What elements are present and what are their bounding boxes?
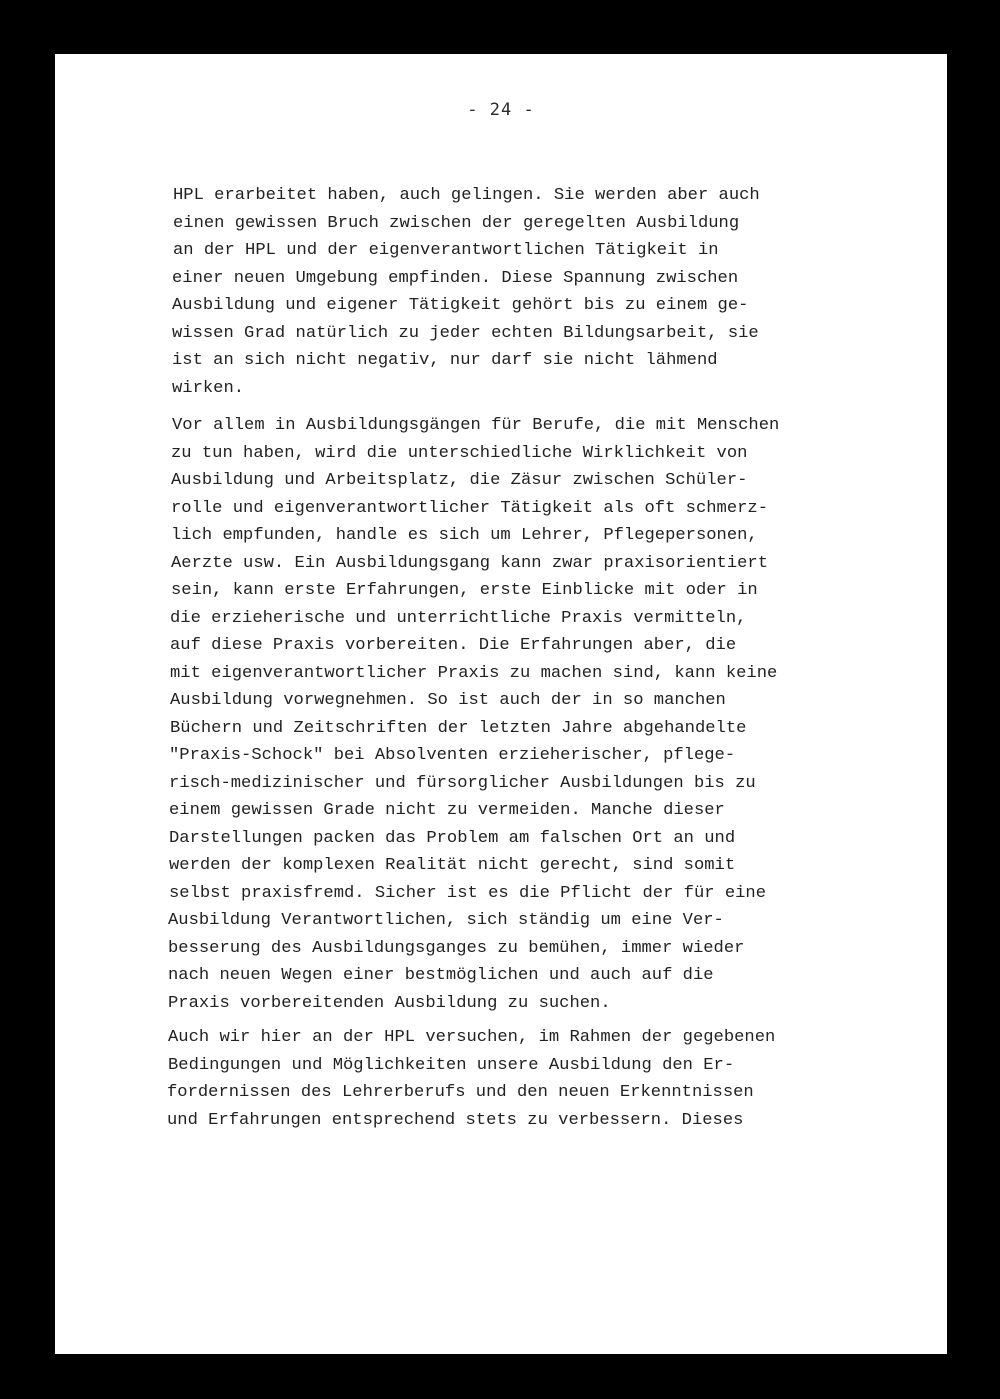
paragraph-1-line-4: einer neuen Umgebung empfinden. Diese Spannung zwischen <box>172 268 739 288</box>
paragraph-2-line-6: Aerzte usw. Ein Ausbildungsgang kann zwar praxisorientiert <box>170 553 768 573</box>
paragraph-1-line-8: wirken. <box>171 378 244 398</box>
paragraph-2-line-22: Praxis vorbereitenden Ausbildung zu suchen. <box>167 993 611 1013</box>
paragraph-2-line-18: selbst praxisfremd. Sicher ist es die Pflicht der für eine <box>168 883 766 903</box>
paragraph-2-line-1: Vor allem in Ausbildungsgängen für Berufe, die mit Menschen <box>171 416 779 435</box>
paragraph-2-line-2: zu tun haben, wird die unterschiedliche Wirklichkeit von <box>171 443 748 463</box>
document-page <box>55 54 947 1354</box>
paragraph-1-line-6: wissen Grad natürlich zu jeder echten Bildungsarbeit, sie <box>172 323 759 343</box>
paragraph-3-line-2: Bedingungen und Möglichkeiten unsere Ausbildung den Er- <box>167 1055 734 1075</box>
paragraph-2-line-10: mit eigenverantwortlicher Praxis zu machen sind, kann keine <box>169 663 778 683</box>
paragraph-1-line-5: Ausbildung und eigener Tätigkeit gehört bis zu einem ge- <box>172 296 749 315</box>
paragraph-2-line-7: sein, kann erste Erfahrungen, erste Einblicke mit oder in <box>170 581 758 600</box>
paragraph-1-line-1: HPL erarbeitet haben, auch gelingen. Sie werden aber auch <box>173 186 760 205</box>
page-number: - 24 - <box>467 100 535 120</box>
paragraph-3-line-3: fordernissen des Lehrerberufs und den neuen Erkenntnissen <box>167 1083 755 1102</box>
paragraph-2-line-13: "Praxis-Schock" bei Absolventen erzieherischer, pflege- <box>169 746 736 765</box>
paragraph-2-line-15: einem gewissen Grade nicht zu vermeiden. Manche dieser <box>169 801 725 820</box>
paragraph-2-line-4: rolle und eigenverantwortlicher Tätigkeit als oft schmerz- <box>171 498 769 518</box>
paragraph-2-line-11: Ausbildung vorwegnehmen. So ist auch der in so manchen <box>169 691 726 710</box>
paragraph-2-line-3: Ausbildung und Arbeitsplatz, die Zäsur zwischen Schüler- <box>171 471 748 490</box>
paragraph-1-line-3: an der HPL und der eigenverantwortlichen Tätigkeit in <box>172 241 719 260</box>
paragraph-2-line-9: auf diese Praxis vorbereiten. Die Erfahrungen aber, die <box>170 636 737 655</box>
paragraph-1-line-2: einen gewissen Bruch zwischen der geregelten Ausbildung <box>172 213 739 233</box>
paragraph-2-line-14: risch-medizinischer und fürsorglicher Ausbildungen bis zu <box>169 773 757 793</box>
paragraph-2-line-16: Darstellungen packen das Problem am falschen Ort an und <box>168 828 736 848</box>
paragraph-2-line-12: Büchern und Zeitschriften der letzten Jahre abgehandelte <box>169 718 747 738</box>
paragraph-2-line-8: die erzieherische und unterrichtliche Praxis vermitteln, <box>170 608 747 628</box>
paragraph-2-line-19: Ausbildung Verantwortlichen, sich ständig um eine Ver- <box>168 911 725 930</box>
paragraph-2-line-5: lich empfunden, handle es sich um Lehrer, Pflegepersonen, <box>170 526 758 545</box>
paragraph-2-line-17: werden der komplexen Realität nicht gerecht, sind somit <box>168 856 735 875</box>
paragraph-1-line-7: ist an sich nicht negativ, nur darf sie nicht lähmend <box>171 351 718 370</box>
paragraph-2-line-21: nach neuen Wegen einer bestmöglichen und auch auf die <box>168 966 714 985</box>
paragraph-3-line-4: und Erfahrungen entsprechend stets zu verbessern. Dieses <box>167 1110 744 1130</box>
paragraph-3-line-1: Auch wir hier an der HPL versuchen, im Rahmen der gegebenen <box>167 1028 776 1047</box>
paragraph-2-line-20: besserung des Ausbildungsganges zu bemühen, immer wieder <box>168 938 745 958</box>
